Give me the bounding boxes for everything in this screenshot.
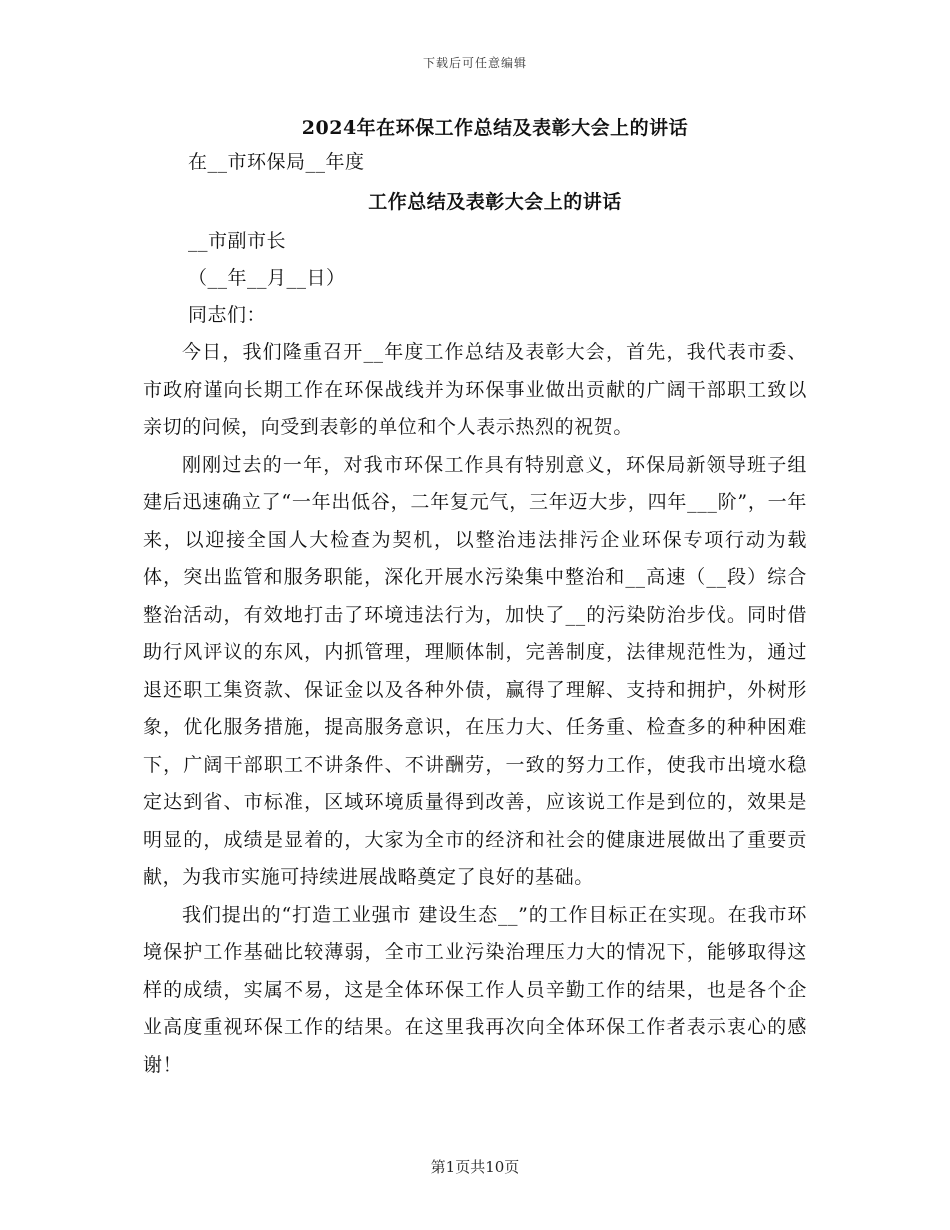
page-number: 第1页共10页 xyxy=(430,1158,520,1176)
download-note: 下载后可任意编辑 xyxy=(422,56,527,70)
document-body xyxy=(143,112,807,1084)
document-subtitle: 工作总结及表彰大会上的讲话 xyxy=(368,191,622,213)
document-title: 2024年在环保工作总结及表彰大会上的讲话 xyxy=(301,117,689,139)
salutation: 同志们： xyxy=(188,304,267,326)
heading-line: 在__市环保局__年度 xyxy=(188,151,365,173)
speaker-line: __市副市长 xyxy=(188,230,287,252)
date-line: （__年__月__日） xyxy=(188,267,346,289)
paragraph-3: 我们提出的“打造工业强市 建设生态__”的工作目标正在实现。在我市环境保护工作基础比较薄弱，全市工业污染治理压力大的情况下，能够取得这样的成绩，实属不易，这是全体环保工作人员辛勤工作的结果，也是各个企业高度重视环保工作的结果。在这里我再次向全体环保工作者表示衷心的感谢！ xyxy=(143,903,807,1076)
paragraph-1: 今日，我们隆重召开__年度工作总结及表彰大会，首先，我代表市委、市政府谨向长期工作在环保战线并为环保事业做出贡献的广阔干部职工致以亲切的问候，向受到表彰的单位和个人表示热烈的祝贺。 xyxy=(143,341,807,438)
paragraph-2: 刚刚过去的一年，对我市环保工作具有特别意义，环保局新领导班子组建后迅速确立了“一年出低谷，二年复元气，三年迈大步，四年___阶”，一年来，以迎接全国人大检查为契机，以整治违法排污企业环保专项行动为载体，突出监管和服务职能，深化开展水污染集中整治和__高速（__段）综合整治活动，有效地打击了环境违法行为，加快了__的污染防治步伐。同时借助行风评议的东风，内抓管理，理顺体制，完善制度，法律规范性为，通过退还职工集资款、保证金以及各种外债，赢得了理解、支持和拥护，外树形象，优化服务措施，提高服务意识，在压力大、任务重、检查多的种种困难下，广阔干部职工不讲条件、不讲酬劳，一致的努力工作，使我市出境水稳定达到省、市标准，区域环境质量得到改善，应该说工作是到位的，效果是明显的，成绩是显着的，大家为全市的经济和社会的健康进展做出了重要贡献，为我市实施可持续进展战略奠定了良好的基础。 xyxy=(143,453,807,888)
